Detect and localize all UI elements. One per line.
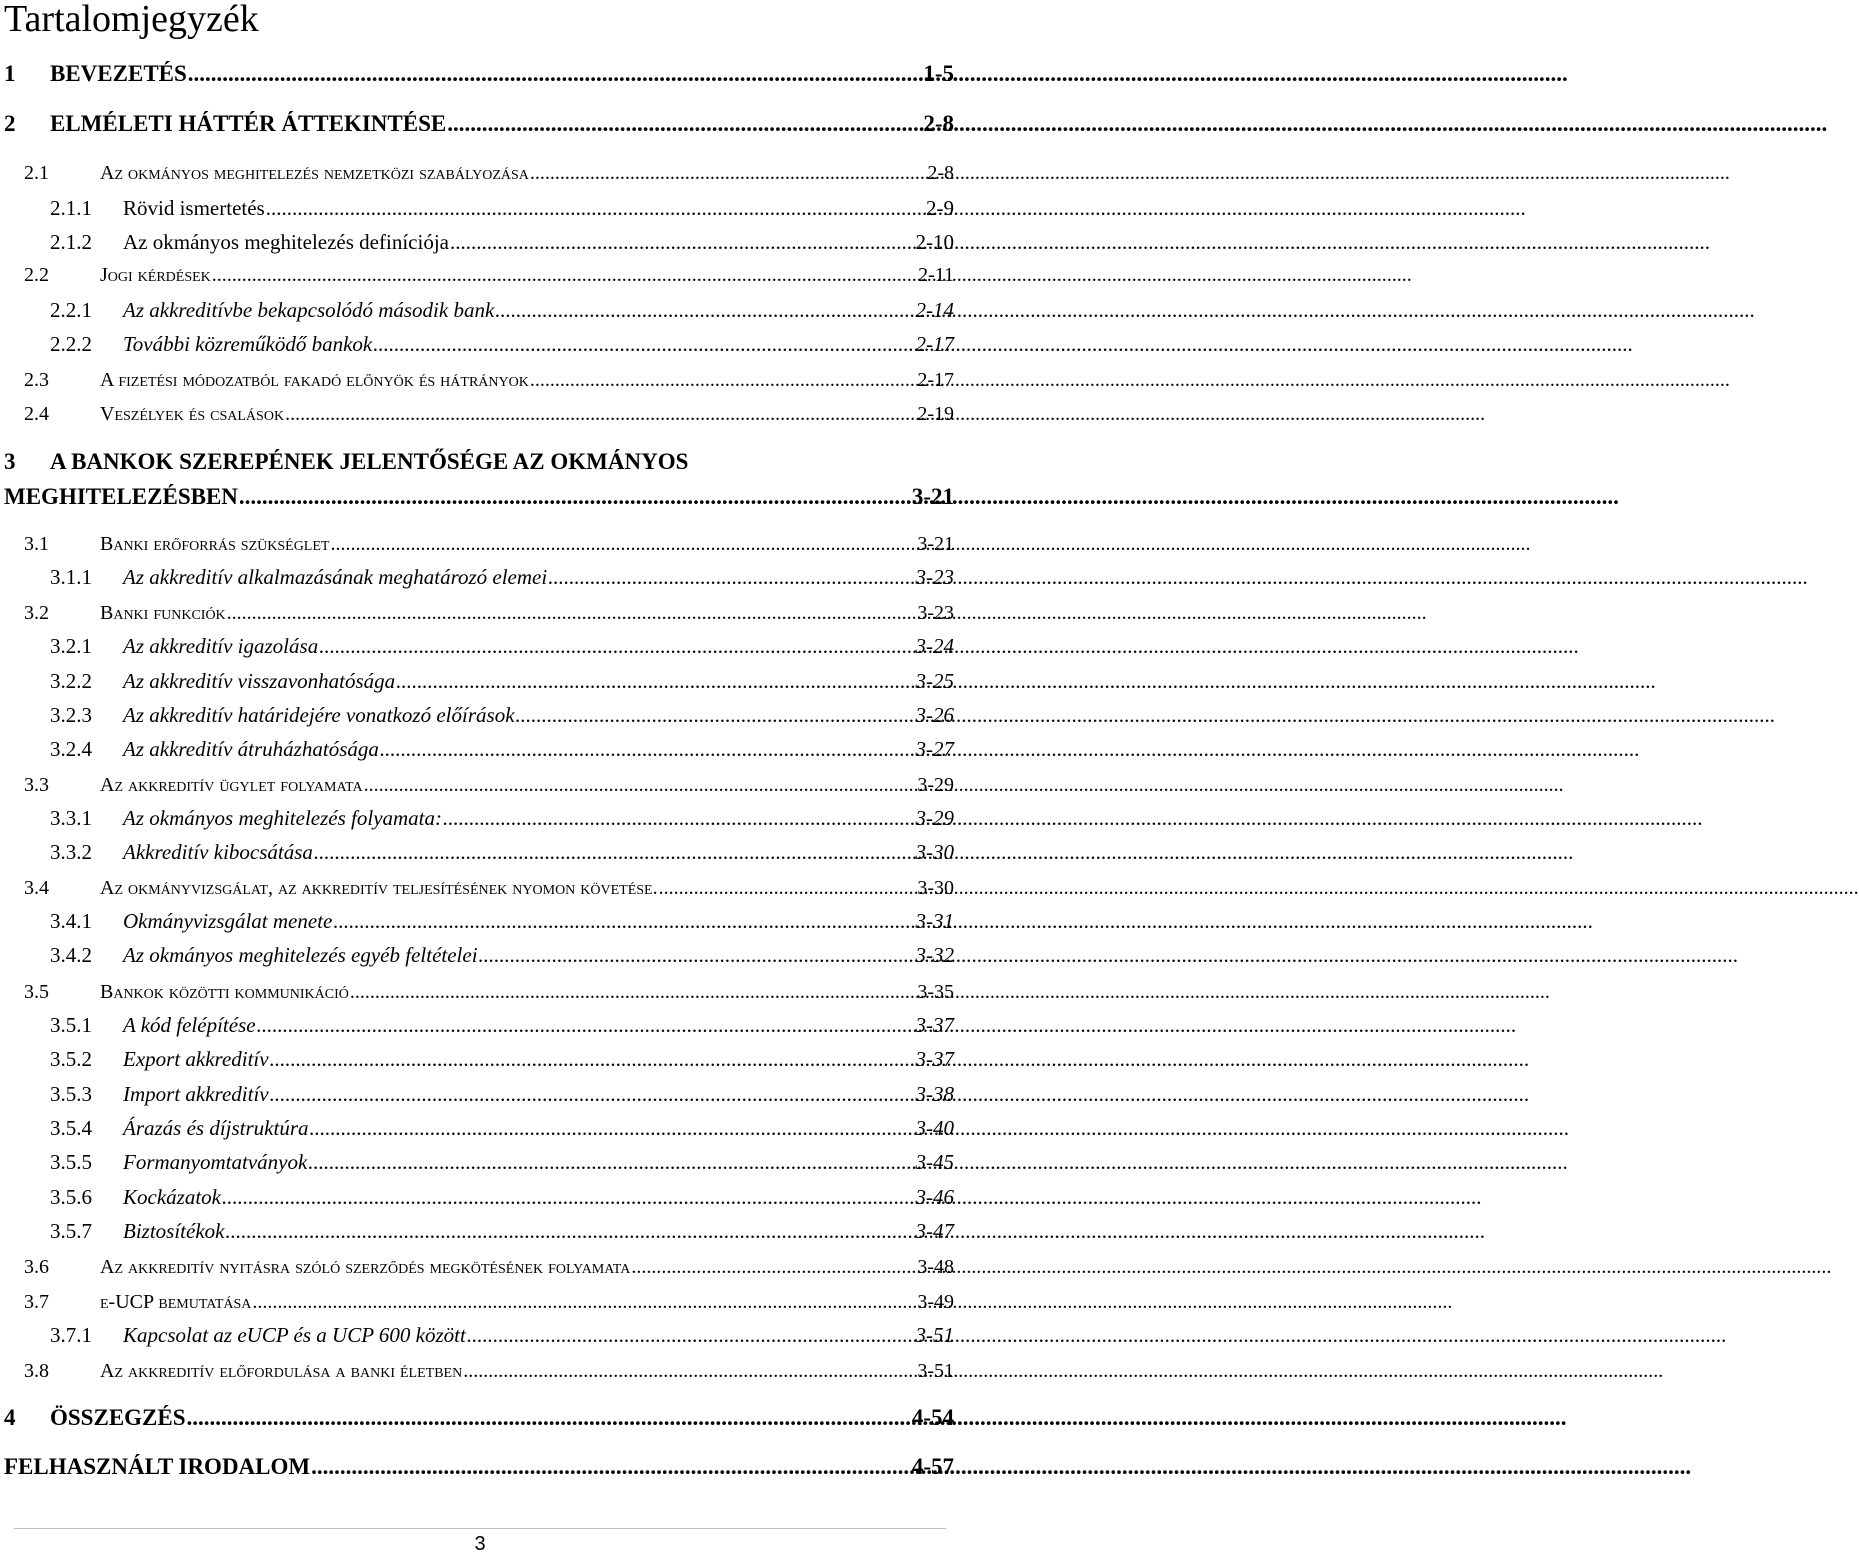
- footer-divider: [14, 1528, 946, 1529]
- toc-page: 2-10: [915, 230, 954, 254]
- toc-number: 3.4.2: [50, 943, 92, 967]
- toc-entry[interactable]: [50, 805, 954, 831]
- toc-page: 2-14: [915, 298, 954, 322]
- toc-label: Az akkreditívbe bekapcsolódó második bank: [123, 298, 495, 322]
- toc-number: 3.6: [24, 1256, 49, 1278]
- toc-page: 3-27: [915, 737, 954, 761]
- toc-label: Az akkreditív határidejére vonatkozó előírások: [123, 703, 515, 727]
- toc-page: 3-26: [915, 703, 954, 727]
- toc-leader-dots: [252, 1290, 916, 1314]
- toc-number: 2.3: [24, 369, 49, 391]
- toc-leader-dots: [225, 1218, 914, 1244]
- toc-label: ÖSSZEGZÉS: [50, 1405, 186, 1430]
- page-number: 3: [474, 1533, 486, 1555]
- toc-number: 2.1.2: [50, 230, 92, 254]
- toc-leader-dots: [310, 1115, 915, 1141]
- toc-leader-dots: [450, 229, 915, 255]
- toc-entry[interactable]: [50, 195, 954, 221]
- toc-leader-dots: [443, 805, 914, 831]
- toc-number: 3.1.1: [50, 565, 92, 589]
- toc-label: További közreműködő bankok: [123, 332, 373, 356]
- toc-leader-dots: [266, 195, 925, 221]
- toc-page: 3-30: [917, 877, 954, 899]
- toc-label: Az akkreditív ügylet folyamata: [100, 774, 363, 796]
- toc-number: 3.5.4: [50, 1116, 92, 1140]
- toc-entry[interactable]: [24, 532, 954, 556]
- toc-page: 4-54: [911, 1405, 954, 1430]
- toc-number: 3.2.3: [50, 703, 92, 727]
- toc-entry[interactable]: [50, 1115, 954, 1141]
- toc-leader-dots: [530, 368, 916, 392]
- toc-label: Az akkreditív alkalmazásának meghatározó elemei: [123, 565, 548, 589]
- toc-entry[interactable]: [24, 876, 954, 900]
- toc-leader-dots: [364, 773, 917, 797]
- toc-leader-dots: [467, 1322, 915, 1348]
- toc-entry[interactable]: [50, 1012, 954, 1038]
- toc-number: 3.3.1: [50, 806, 92, 830]
- toc-entry[interactable]: [24, 601, 954, 625]
- toc-page: 3-51: [915, 1323, 954, 1347]
- toc-leader-dots: [463, 1359, 916, 1383]
- toc-number: 1: [4, 61, 16, 86]
- toc-page: 3-31: [915, 909, 954, 933]
- toc-number: 3.8: [24, 1360, 49, 1382]
- toc-entry[interactable]: [50, 668, 954, 694]
- toc-page: 3-47: [915, 1219, 954, 1243]
- toc-leader-dots: [239, 483, 911, 511]
- toc-leader-dots: [330, 532, 916, 556]
- page-title: Tartalomjegyzék: [4, 0, 259, 40]
- toc-number: 4: [4, 1405, 16, 1430]
- toc-number: 3.5.1: [50, 1013, 92, 1037]
- toc-number: 2.1.1: [50, 196, 92, 220]
- toc-number: 3.7: [24, 1291, 49, 1313]
- toc-page: 3-32: [915, 943, 954, 967]
- toc-entry[interactable]: [24, 402, 954, 426]
- toc-leader-dots: [373, 331, 914, 357]
- toc-page: 2-8: [927, 162, 954, 184]
- toc-leader-dots: [227, 601, 917, 625]
- toc-label: Jogi kérdések: [100, 264, 211, 286]
- toc-number: 3.2.4: [50, 737, 92, 761]
- toc-page: 2-8: [923, 111, 954, 136]
- toc-leader-dots: [319, 633, 914, 659]
- toc-entry[interactable]: [50, 297, 954, 323]
- toc-leader-dots: [548, 564, 914, 590]
- toc-number: 3.1: [24, 533, 49, 555]
- toc-label: Kockázatok: [123, 1185, 221, 1209]
- toc-label: A fizetési módozatból fakadó előnyök és hátrányok: [100, 369, 529, 391]
- toc-number: 3.7.1: [50, 1323, 92, 1347]
- toc-number: 3.5: [24, 981, 49, 1003]
- toc-page: 3-37: [915, 1047, 954, 1071]
- toc-page: 3-30: [915, 840, 954, 864]
- toc-page: 3-24: [915, 634, 954, 658]
- toc-leader-dots: [257, 1012, 915, 1038]
- toc-label-continued: MEGHITELEZÉSBEN: [4, 484, 238, 509]
- toc-page: 3-21: [911, 484, 954, 509]
- toc-entry[interactable]: [50, 1046, 954, 1072]
- toc-label: Biztosítékok: [123, 1219, 225, 1243]
- toc-entry[interactable]: [4, 483, 954, 511]
- toc-leader-dots: [396, 668, 914, 694]
- toc-leader-dots: [479, 942, 915, 968]
- toc-entry[interactable]: [24, 1290, 954, 1314]
- toc-label: Formanyomtatványok: [123, 1150, 308, 1174]
- toc-label: Az okmányos meghitelezés folyamata:: [123, 806, 443, 830]
- toc-entry[interactable]: [50, 942, 954, 968]
- toc-page: 3-37: [915, 1013, 954, 1037]
- toc-number: 3.3: [24, 774, 49, 796]
- toc-leader-dots: [222, 1184, 915, 1210]
- toc-label: e-UCP bemutatása: [100, 1291, 252, 1313]
- toc-leader-dots: [285, 402, 916, 426]
- toc-number: 3.4: [24, 877, 49, 899]
- toc-number: 2.1: [24, 162, 49, 184]
- toc-label: Az akkreditív visszavonhatósága: [123, 669, 396, 693]
- toc-label: Az akkreditív nyitásra szóló szerződés megkötésének folyamata: [100, 1256, 631, 1278]
- toc-label: BEVEZETÉS: [50, 61, 187, 86]
- toc-label: Az akkreditív előfordulása a banki életben: [100, 1360, 463, 1382]
- toc-entry[interactable]: [50, 908, 954, 934]
- toc-page: 3-35: [917, 981, 954, 1003]
- toc-leader-dots: [516, 702, 915, 728]
- toc-leader-dots: [311, 1453, 911, 1481]
- toc-number: 2.2.1: [50, 298, 92, 322]
- toc-page: 3-23: [917, 602, 954, 624]
- toc-entry[interactable]: [4, 1453, 954, 1481]
- toc-label: Rövid ismertetés: [123, 196, 265, 220]
- toc-entry[interactable]: [50, 736, 954, 762]
- toc-label: Árazás és díjstruktúra: [123, 1116, 309, 1140]
- toc-page: 4-57: [911, 1454, 954, 1479]
- toc-label: Az okmányos meghitelezés egyéb feltételei: [123, 943, 478, 967]
- toc-entry[interactable]: [50, 1184, 954, 1210]
- toc-page: 3-21: [917, 533, 954, 555]
- toc-entry[interactable]: [4, 60, 954, 88]
- toc-leader-dots: [270, 1046, 915, 1072]
- toc-label: Banki erőforrás szükséglet: [100, 533, 330, 555]
- toc-number: 3.5.6: [50, 1185, 92, 1209]
- toc-page: 3-29: [915, 806, 954, 830]
- toc-leader-dots: [187, 1404, 911, 1432]
- toc-page: 1-5: [923, 61, 954, 86]
- toc-entry[interactable]: [50, 229, 954, 255]
- toc-label: A kód felépítése: [123, 1013, 256, 1037]
- toc-entry[interactable]: [50, 839, 954, 865]
- toc-page: 3-49: [917, 1291, 954, 1313]
- toc-number: 2.2.2: [50, 332, 92, 356]
- toc-entry[interactable]: [4, 1404, 954, 1432]
- toc-page: 3-38: [915, 1082, 954, 1106]
- toc-label: Az okmányvizsgálat, az akkreditív teljesítésének nyomon követése.: [100, 877, 658, 899]
- toc-page: 3-45: [915, 1150, 954, 1174]
- toc-page: 2-17: [917, 369, 954, 391]
- toc-leader-dots: [270, 1081, 915, 1107]
- toc-number: 3.2.1: [50, 634, 92, 658]
- toc-number: 3.5.3: [50, 1082, 92, 1106]
- toc-label: Import akkreditív: [123, 1082, 269, 1106]
- toc-label: ELMÉLETI HÁTTÉR ÁTTEKINTÉSE: [50, 111, 447, 136]
- toc-label: Okmányvizsgálat menete: [123, 909, 333, 933]
- toc-label: Az okmányos meghitelezés definíciója: [123, 230, 449, 254]
- toc-number: 3.5.2: [50, 1047, 92, 1071]
- toc-leader-dots: [631, 1255, 916, 1279]
- toc-page: 3-29: [917, 774, 954, 796]
- toc-leader-dots: [314, 839, 915, 865]
- toc-entry[interactable]: [24, 161, 954, 185]
- toc-entry[interactable]: [50, 564, 954, 590]
- toc-number: 2: [4, 111, 16, 136]
- toc-page: 2-11: [918, 264, 954, 286]
- toc-label: FELHASZNÁLT IRODALOM: [4, 1454, 311, 1479]
- toc-label: Akkreditív kibocsátása: [123, 840, 313, 864]
- toc-page: 2-19: [917, 403, 954, 425]
- toc-number: 3: [4, 449, 16, 474]
- toc-page: 3-40: [915, 1116, 954, 1140]
- toc-entry[interactable]: [50, 1322, 954, 1348]
- toc-entry[interactable]: [50, 1149, 954, 1175]
- toc-entry[interactable]: [24, 368, 954, 392]
- toc-leader-dots: [308, 1149, 914, 1175]
- toc-entry[interactable]: [24, 773, 954, 797]
- toc-page: 2-17: [915, 332, 954, 356]
- toc-leader-dots: [659, 876, 917, 900]
- toc-leader-dots: [380, 736, 915, 762]
- toc-label: Veszélyek és csalások: [100, 403, 285, 425]
- toc-leader-dots: [495, 297, 914, 323]
- toc-page: 3-23: [915, 565, 954, 589]
- toc-entry[interactable]: [24, 980, 954, 1004]
- toc-entry[interactable]: [4, 110, 954, 138]
- toc-label: Export akkreditív: [123, 1047, 269, 1071]
- toc-number: 2.2: [24, 264, 49, 286]
- toc-page: 3-48: [917, 1256, 954, 1278]
- toc-number: 2.4: [24, 403, 49, 425]
- toc-entry[interactable]: [24, 263, 954, 287]
- toc-entry[interactable]: [24, 1359, 954, 1383]
- toc-entry-first-line[interactable]: [4, 448, 688, 476]
- toc-number: 3.5.5: [50, 1150, 92, 1174]
- toc-entry[interactable]: [50, 1218, 954, 1244]
- toc-page: 3-25: [915, 669, 954, 693]
- toc-page: 3-46: [915, 1185, 954, 1209]
- toc-number: 3.5.7: [50, 1219, 92, 1243]
- toc-entry[interactable]: [50, 633, 954, 659]
- toc-label: A BANKOK SZEREPÉNEK JELENTŐSÉGE AZ OKMÁNYOS: [50, 449, 689, 474]
- toc-number: 3.3.2: [50, 840, 92, 864]
- toc-label: Az okmányos meghitelezés nemzetközi szabályozása: [100, 162, 529, 184]
- toc-leader-dots: [530, 161, 926, 185]
- toc-leader-dots: [447, 110, 922, 138]
- toc-leader-dots: [350, 980, 916, 1004]
- toc-label: Banki funkciók: [100, 602, 226, 624]
- toc-number: 3.2.2: [50, 669, 92, 693]
- toc-entry[interactable]: [50, 331, 954, 357]
- toc-leader-dots: [212, 263, 917, 287]
- toc-number: 3.4.1: [50, 909, 92, 933]
- toc-label: Kapcsolat az eUCP és a UCP 600 között: [123, 1323, 466, 1347]
- toc-label: Az akkreditív átruházhatósága: [123, 737, 379, 761]
- toc-leader-dots: [188, 60, 923, 88]
- toc-label: Bankok közötti kommunikáció: [100, 981, 349, 1003]
- toc-leader-dots: [333, 908, 914, 934]
- toc-entry[interactable]: [24, 1255, 954, 1279]
- toc-entry[interactable]: [50, 702, 954, 728]
- toc-label: Az akkreditív igazolása: [123, 634, 319, 658]
- toc-page: 2-9: [926, 196, 954, 220]
- toc-number: 3.2: [24, 602, 49, 624]
- toc-entry[interactable]: [50, 1081, 954, 1107]
- toc-page: 3-51: [917, 1360, 954, 1382]
